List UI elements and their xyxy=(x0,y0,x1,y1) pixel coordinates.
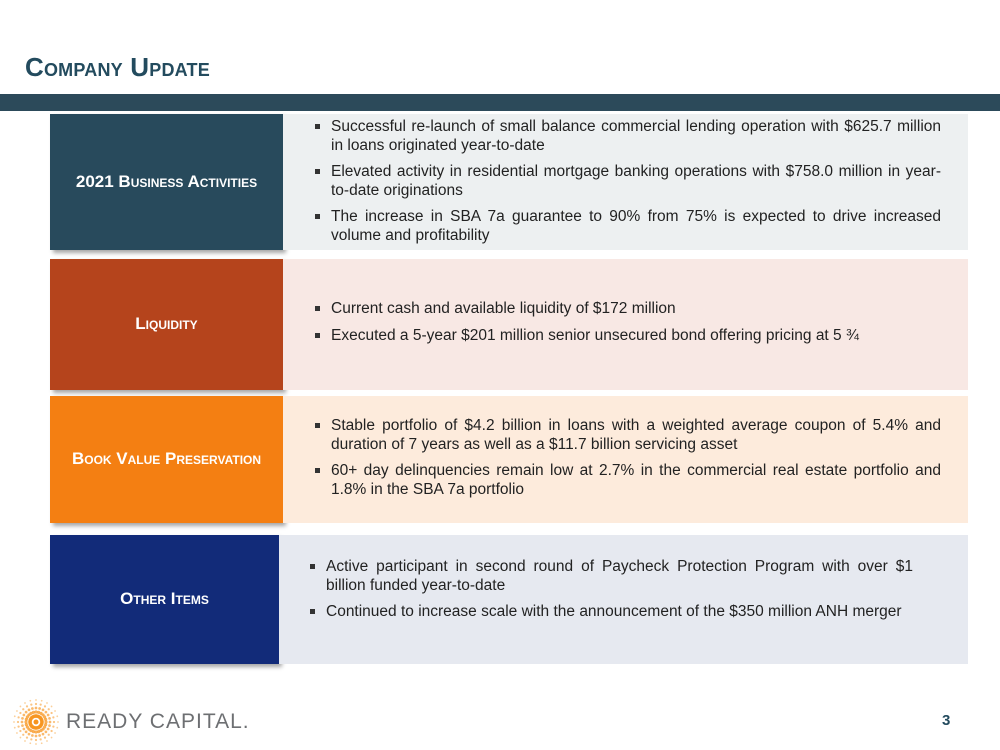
title-divider-bar xyxy=(0,94,1000,111)
bullet-item: Current cash and available liquidity of $172 million xyxy=(313,300,941,319)
bullet-item: 60+ day delinquencies remain low at 2.7% in the commercial real estate portfolio and 1.8% in the SBA 7a portfolio xyxy=(313,462,941,499)
bullet-item: Elevated activity in residential mortgage banking operations with $758.0 million in year-to-date originations xyxy=(313,163,941,200)
bullet-list xyxy=(313,118,941,245)
page-number: 3 xyxy=(942,712,951,729)
section-content xyxy=(283,114,968,250)
bullet-item: Executed a 5-year $201 million senior unsecured bond offering pricing at 5 ¾ xyxy=(313,327,941,346)
ready-capital-logo-icon xyxy=(12,698,60,746)
section-other-items xyxy=(50,535,968,664)
logo-text: READY CAPITAL. xyxy=(66,710,250,733)
section-liquidity xyxy=(50,259,968,390)
bullet-list xyxy=(313,417,941,499)
bullet-item: The increase in SBA 7a guarantee to 90% from 75% is expected to drive increased volume and profitability xyxy=(313,208,941,245)
section-label: 2021 Business Activities xyxy=(50,114,283,250)
company-logo xyxy=(12,698,250,746)
section-book-value-preservation xyxy=(50,396,968,523)
bullet-list xyxy=(313,300,941,345)
bullet-item: Stable portfolio of $4.2 billion in loans with a weighted average coupon of 5.4% and duration of 7 years as well as a $11.7 billion servicing asset xyxy=(313,417,941,454)
section-content xyxy=(279,535,968,664)
section-label: Book Value Preservation xyxy=(50,396,283,523)
section-business-activities xyxy=(50,114,968,250)
section-label: Other Items xyxy=(50,535,279,664)
bullet-list xyxy=(308,558,913,622)
section-content xyxy=(283,396,968,523)
bullet-item: Active participant in second round of Paycheck Protection Program with over $1 billion funded year-to-date xyxy=(308,558,913,595)
section-label: Liquidity xyxy=(50,259,283,390)
page-title: Company Update xyxy=(25,52,210,82)
bullet-item: Successful re-launch of small balance commercial lending operation with $625.7 million in loans originated year-to-date xyxy=(313,118,941,155)
bullet-item: Continued to increase scale with the announcement of the $350 million ANH merger xyxy=(308,603,913,622)
section-content xyxy=(283,259,968,390)
